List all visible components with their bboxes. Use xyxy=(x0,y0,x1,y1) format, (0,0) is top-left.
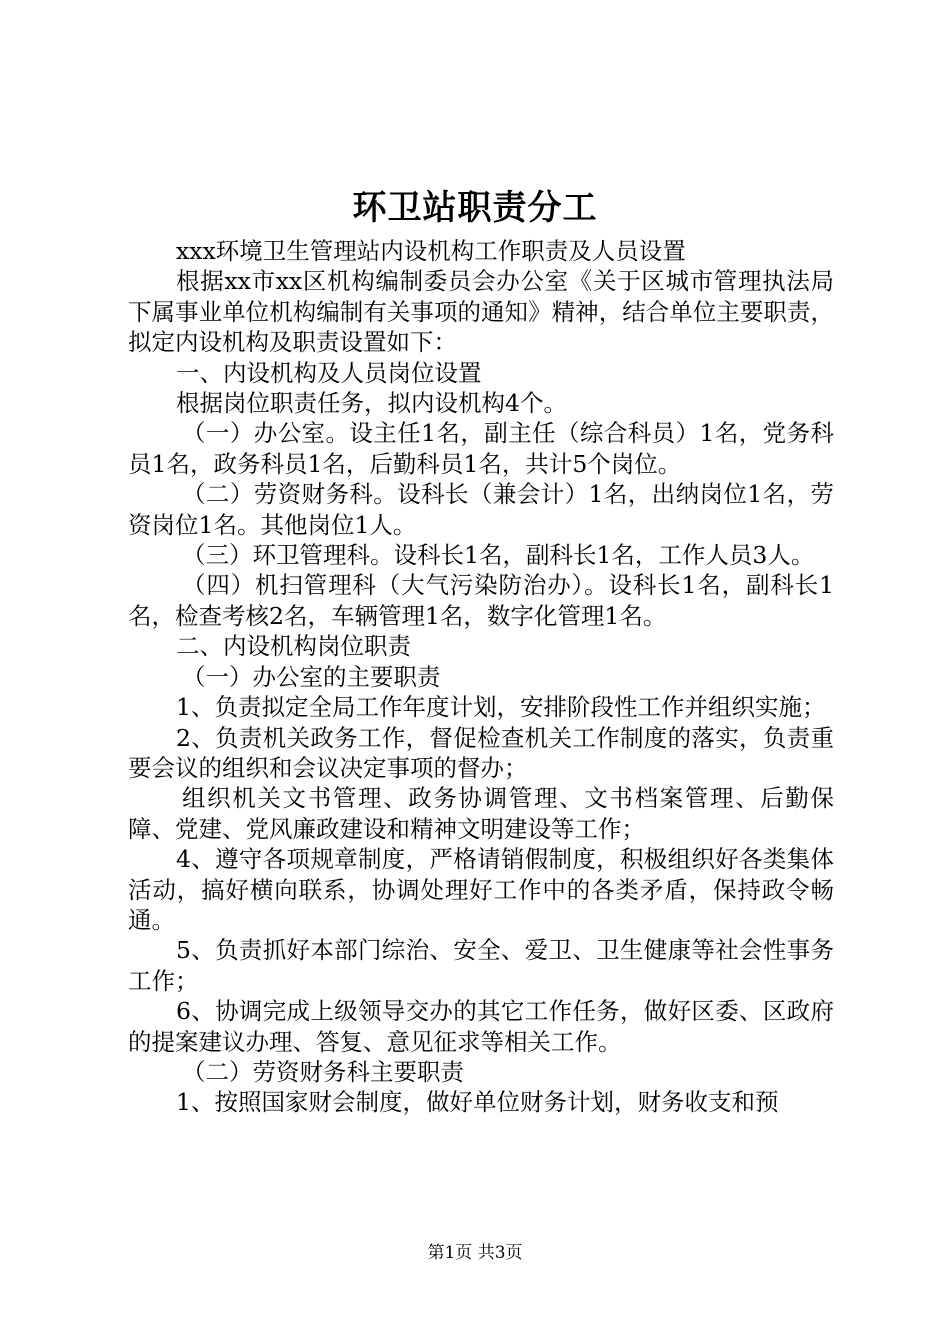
paragraph-basis: 根据xx市xx区机构编制委员会办公室《关于区城市管理执法局下属事业单位机构编制有关事项的通知》精神，结合单位主要职责，拟定内设机构及职责设置如下： xyxy=(128,267,834,357)
list-item: 1、负责拟定全局工作年度计划，安排阶段性工作并组织实施； xyxy=(176,693,826,722)
paragraph-subtitle: xxx环境卫生管理站内设机构工作职责及人员设置 xyxy=(176,237,686,265)
list-item: （四）机扫管理科（大气污染防治办）。设科长1名，副科长1名，检查考核2名，车辆管理1名，数字化管理1名。 xyxy=(128,571,834,630)
paragraph: 根据岗位职责任务，拟内设机构4个。 xyxy=(176,389,567,418)
list-item: 2、负责机关政务工作，督促检查机关工作制度的落实，负责重要会议的组织和会议决定事项的督办； xyxy=(128,723,834,782)
section-heading-1: 一、内设机构及人员岗位设置 xyxy=(176,358,482,387)
document-title: 环卫站职责分工 xyxy=(352,188,598,228)
page-footer: 第1页 共3页 xyxy=(427,1243,523,1263)
list-item: （二）劳资财务科。设科长（兼会计）1名，出纳岗位1名，劳资岗位1名。其他岗位1人。 xyxy=(128,480,834,539)
list-item: （三）环卫管理科。设科长1名，副科长1名，工作人员3人。 xyxy=(182,541,815,570)
subsection-heading: （一）办公室的主要职责 xyxy=(182,662,441,691)
list-item: 5、负责抓好本部门综治、安全、爱卫、卫生健康等社会性事务工作； xyxy=(128,936,834,995)
list-item: （一）办公室。设主任1名，副主任（综合科员）1名，党务科员1名，政务科员1名，后勤科员1名，共计5个岗位。 xyxy=(128,419,834,478)
document-body xyxy=(128,236,834,1118)
list-item: 4、遵守各项规章制度，严格请销假制度，积极组织好各类集体活动，搞好横向联系，协调处理好工作中的各类矛盾，保持政令畅通。 xyxy=(128,845,834,934)
subsection-heading: （二）劳资财务科主要职责 xyxy=(182,1057,464,1086)
list-item: 组织机关文书管理、政务协调管理、文书档案管理、后勤保障、党建、党风廉政建设和精神文明建设等工作； xyxy=(128,784,834,843)
list-item: 6、协调完成上级领导交办的其它工作任务，做好区委、区政府的提案建议办理、答复、意见征求等相关工作。 xyxy=(128,997,834,1056)
section-heading-2: 二、内设机构岗位职责 xyxy=(176,632,411,661)
list-item: 1、按照国家财会制度，做好单位财务计划，财务收支和预 xyxy=(176,1088,779,1117)
